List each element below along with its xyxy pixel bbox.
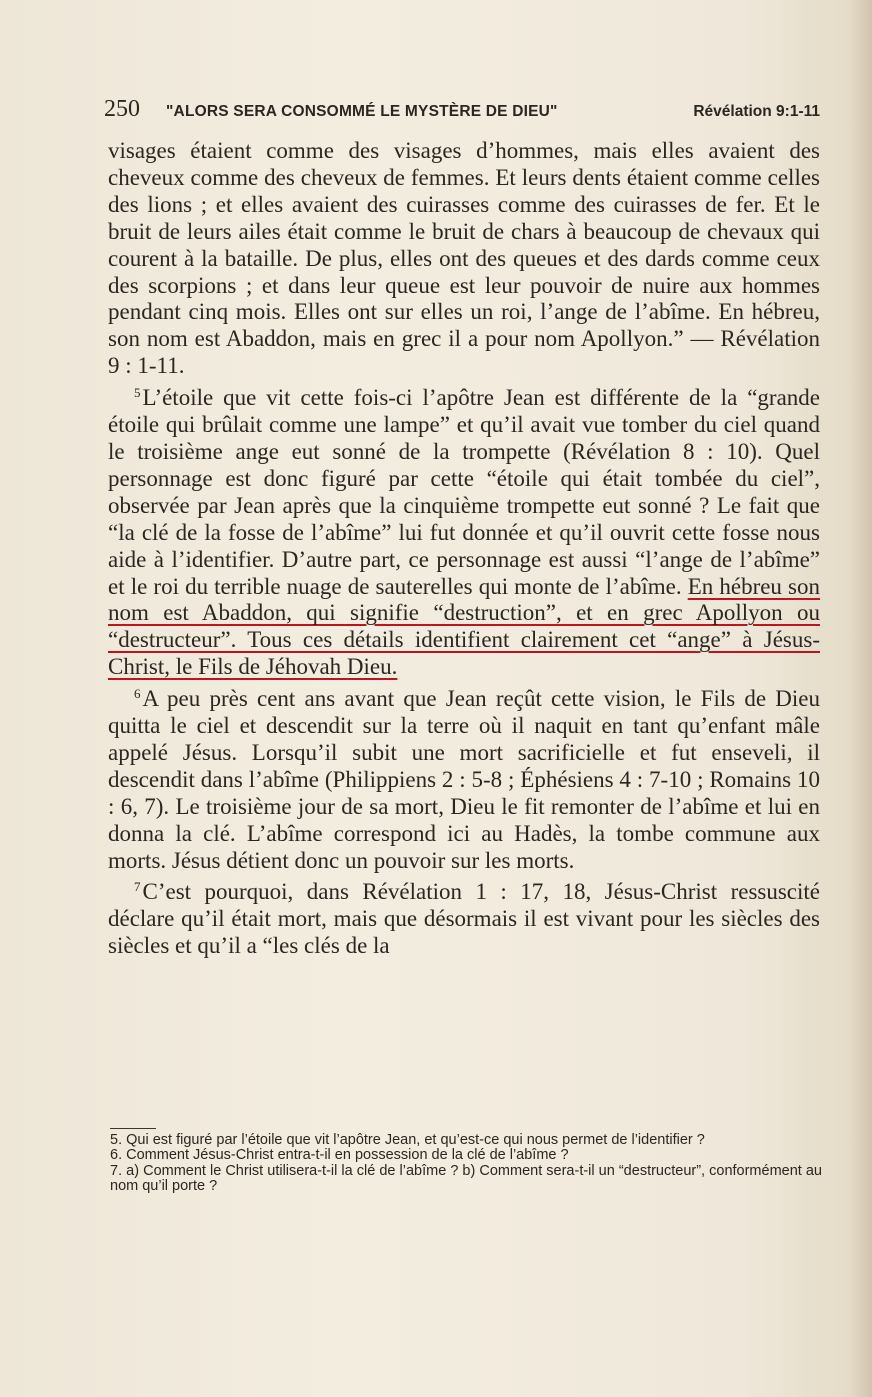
- page-header: [104, 96, 820, 124]
- footnote-divider: [110, 1128, 156, 1129]
- question-6: 6. Comment Jésus-Christ entra-t-il en possession de la clé de l’abîme ?: [110, 1147, 569, 1164]
- scripture-reference: Révélation 9:1-11: [693, 103, 820, 120]
- page-edge-shadow: [850, 0, 872, 1397]
- paragraph-number: 5: [134, 385, 141, 401]
- paragraph-text: A peu près cent ans avant que Jean reçût cette vision, le Fils de Dieu quitta le ciel et descendit sur la terre où il naquit en tant qu’enfant mâle appelé Jésus. Lorsqu’il subit une mort sacrificielle et fut enseveli, il descendit dans l’abîme (Philippiens 2 : 5-8 ; Éphésiens 4 : 7-10 ; Romains 10 : 6, 7). Le troisième jour de sa mort, Dieu le fit remonter de l’abîme et lui en donna la clé. L’abîme correspond ici au Hadès, la tombe commune aux morts. Jésus détient donc un pouvoir sur les morts.: [108, 686, 820, 873]
- paragraph-6: [108, 681, 820, 874]
- paragraph-7: [108, 874, 820, 960]
- running-title: "ALORS SERA CONSOMMÉ LE MYSTÈRE DE DIEU": [166, 103, 558, 120]
- paragraph-number: 6: [134, 686, 141, 702]
- question-7: 7. a) Comment le Christ utilisera-t-il la clé de l’abîme ? b) Comment sera-t-il un “destructeur”, conformément au nom qu’il porte ?: [110, 1162, 822, 1195]
- paragraph-text: visages étaient comme des visages d’hommes, mais elles avaient des cheveux comme des cheveux de femmes. Et leurs dents étaient comme celles des lions ; et elles avaient des cuirasses comme des cuirasses de fer. Et le bruit de leurs ailes était comme le bruit de chars à beaucoup de chevaux qui courent à la bataille. De plus, elles ont des queues et des dards comme ceux des scorpions ; et dans leur queue est leur pouvoir de nuire aux hommes pendant cinq mois. Elles ont sur elles un roi, l’ange de l’abîme. En hébreu, son nom est Abaddon, mais en grec il a pour nom Apollyon.” — Révélation 9 : 1-11.: [108, 138, 820, 379]
- question-5: 5. Qui est figuré par l’étoile que vit l’apôtre Jean, et qu’est-ce qui nous permet de l’identifier ?: [110, 1132, 705, 1148]
- paragraph-5: [108, 380, 820, 681]
- paragraph-text: C’est pourquoi, dans Révélation 1 : 17, 18, Jésus-Christ ressuscité déclare qu’il était mort, mais que désormais il est vivant pour les siècles des siècles et qu’il a “les clés de la: [108, 879, 820, 959]
- paragraph-text: L’étoile que vit cette fois-ci l’apôtre Jean est différente de la “grande étoile qui brûlait comme une lampe” et qu’il avait vue tomber du ciel quand le troisième ange eut sonné de la trompette (Révélation 8 : 10). Quel personnage est donc figuré par cette “étoile qui était tombée du ciel”, observée par Jean après que la cinquième trompette eut sonné ? Le fait que “la clé de la fosse de l’abîme” lui fut donnée et qu’il ouvrit cette fosse nous aide à l’identifier. D’autre part, ce personnage est aussi “l’ange de l’abîme” et le roi du terrible nuage de sauterelles qui monte de l’abîme.: [108, 385, 820, 599]
- page-number: 250: [104, 96, 140, 122]
- study-questions: [110, 1133, 822, 1195]
- paragraph-number: 7: [134, 879, 141, 895]
- paragraph-continued: [108, 138, 820, 380]
- main-text: [108, 138, 820, 960]
- highlighted-passage: En hébreu son nom est Abaddon, qui signifie “destruction”, et en grec Apollyon ou “destructeur”. Tous ces détails identifient clairement cet “ange” à Jésus-Christ, le Fils de Jéhovah Dieu.: [108, 573, 820, 680]
